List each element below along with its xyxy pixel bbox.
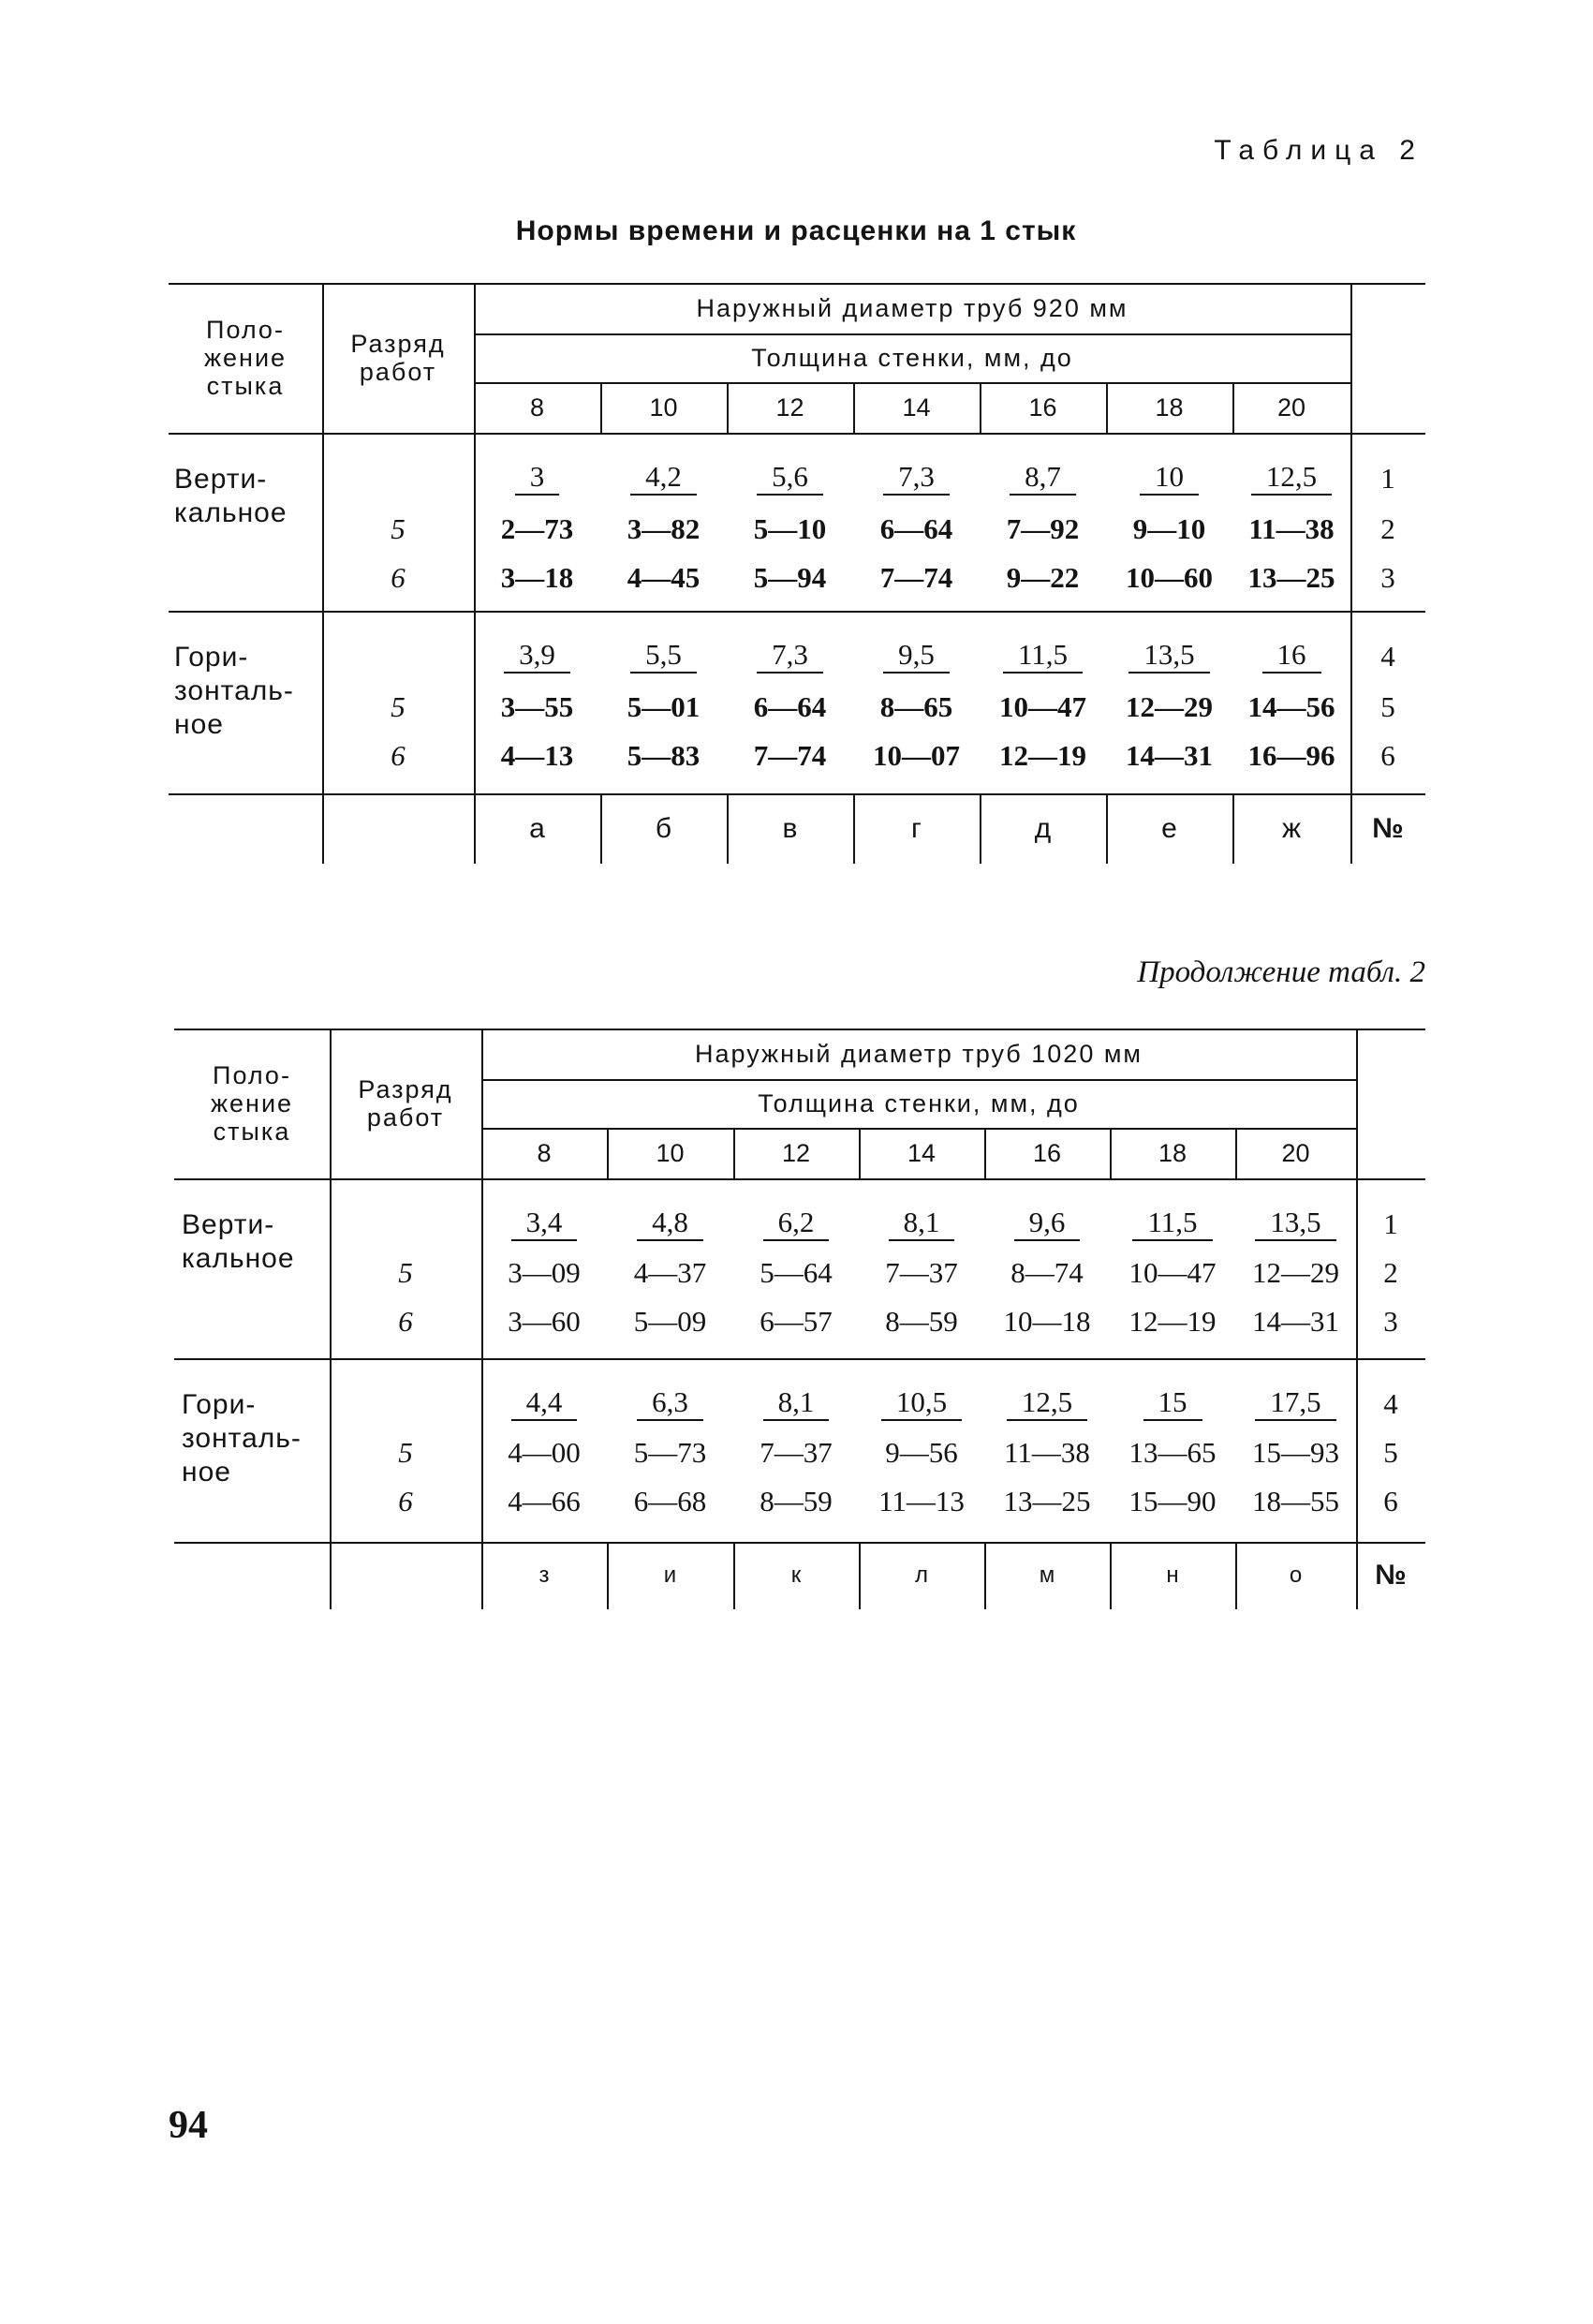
header-thickness-value: 8 [529,392,545,422]
header-thickness-value: 12 [781,1138,811,1167]
time-norm-value [1110,1201,1235,1248]
row-number: 5 [1383,1436,1398,1469]
rate-grade-5: 5—73 [633,1436,707,1469]
time-norm-text: 7,3 [757,640,823,674]
time-norm-value [1235,1201,1356,1248]
rate-grade-5: 4—37 [633,1256,707,1289]
rate-grade-6: 16—96 [1247,739,1335,772]
time-norm-value [1106,633,1232,680]
time-norm-value [980,455,1106,502]
time-norm-text: 16 [1262,640,1321,674]
column-letter: м [1039,1562,1055,1588]
time-norm-text: 9,6 [1014,1207,1081,1241]
time-norm-value [600,455,727,502]
row-position-label: Верти- кальное [182,1209,295,1274]
rate-grade-5: 12—29 [1126,690,1213,723]
rate-grade-5: 11—38 [1004,1436,1090,1469]
rate-grade-6: 11—13 [878,1485,965,1517]
rate-grade-6: 4—66 [508,1485,581,1517]
norms-table-1020 [174,1029,1425,1609]
time-norm-text: 10 [1140,462,1199,496]
time-norm-value [980,633,1106,680]
row-number: 2 [1383,1256,1398,1289]
rate-grade-6: 4—13 [500,739,574,772]
column-letter: з [538,1562,550,1588]
rate-grade-5: 9—56 [885,1436,958,1469]
rate-grade-5: 10—47 [1128,1256,1217,1289]
time-norm-value [481,1201,607,1248]
time-norm-text: 13,5 [1255,1207,1335,1241]
row-number: 3 [1380,561,1395,594]
rate-grade-5: 5—01 [627,690,701,723]
header-thickness-value: 8 [537,1138,552,1167]
header-thickness-value: 16 [1028,392,1057,422]
header-diameter: Наружный диаметр труб 1020 мм [695,1039,1143,1068]
time-norm-value [1232,633,1350,680]
header-wall-thickness: Толщина стенки, мм, до [751,343,1073,372]
number-sign: № [1372,812,1404,844]
time-norm-text: 11,5 [1132,1207,1212,1241]
header-thickness-value: 12 [775,392,804,422]
time-norm-text: 13,5 [1128,640,1209,674]
time-norm-text: 12,5 [1251,462,1332,496]
table-number: Таблица 2 [1214,135,1423,166]
time-norm-text: 4,8 [637,1207,703,1241]
rate-grade-6: 3—60 [508,1305,581,1338]
row-number: 1 [1380,462,1395,495]
time-norm-value [1232,455,1350,502]
rule-line [169,611,1425,613]
time-norm-text: 17,5 [1255,1387,1335,1421]
time-norm-text: 11,5 [1003,640,1083,674]
rate-grade-6: 7—74 [879,561,953,594]
rate-grade-6: 5—09 [633,1305,707,1338]
header-position: Поло- жение стыка [203,315,288,401]
rate-grade-6: 18—55 [1252,1485,1339,1517]
time-norm-text: 8,7 [1010,462,1076,496]
time-norm-value [733,1201,859,1248]
grade-value: 5 [391,512,406,545]
header-grade: Разряд работ [350,329,446,386]
time-norm-text: 4,2 [630,462,697,496]
rate-grade-6: 5—94 [753,561,827,594]
rate-grade-6: 13—25 [1003,1485,1091,1517]
time-norm-text: 10,5 [881,1387,962,1421]
time-norm-value [727,633,853,680]
column-letter: л [914,1562,928,1588]
header-thickness-value: 10 [656,1138,685,1167]
rate-grade-5: 5—64 [760,1256,833,1289]
rule-line [169,433,1425,435]
rate-grade-6: 7—74 [753,739,827,772]
time-norm-value [853,633,980,680]
row-number: 4 [1383,1387,1398,1420]
row-number: 6 [1380,739,1395,772]
rate-grade-6: 10—18 [1003,1305,1091,1338]
time-norm-value [474,633,600,680]
time-norm-value [859,1381,984,1428]
time-norm-value [600,633,727,680]
rate-grade-6: 6—68 [633,1485,707,1517]
rate-grade-5: 8—74 [1010,1256,1084,1289]
row-number: 4 [1380,640,1395,673]
rate-grade-6: 9—22 [1006,561,1080,594]
grade-value: 5 [391,690,406,723]
rate-grade-6: 10—60 [1126,561,1213,594]
header-thickness-value: 20 [1281,1138,1310,1167]
row-number: 3 [1383,1305,1398,1338]
time-norm-value [1110,1381,1235,1428]
rate-grade-5: 3—82 [627,512,701,545]
header-grade: Разряд работ [358,1074,453,1132]
column-letter: н [1166,1562,1179,1588]
grade-value: 6 [391,561,406,594]
rule-line [174,1358,1425,1360]
column-letter: д [1034,812,1052,844]
time-norm-value [607,1381,733,1428]
rate-grade-6: 3—18 [500,561,574,594]
time-norm-text: 5,5 [630,640,697,674]
header-position: Поло- жение стыка [210,1060,294,1147]
time-norm-text: 7,3 [883,462,950,496]
rate-grade-6: 12—19 [1128,1305,1217,1338]
time-norm-value [607,1201,733,1248]
rate-grade-5: 11—38 [1248,512,1335,545]
time-norm-value [853,455,980,502]
column-letter: ж [1281,812,1302,844]
rate-grade-5: 15—93 [1252,1436,1339,1469]
time-norm-text: 15 [1143,1387,1202,1421]
header-thickness-value: 16 [1032,1138,1062,1167]
rate-grade-6: 14—31 [1126,739,1213,772]
column-letter: е [1161,812,1177,844]
header-thickness-value: 18 [1158,1138,1187,1167]
rate-grade-5: 9—10 [1132,512,1206,545]
rate-grade-5: 7—37 [885,1256,958,1289]
rate-grade-6: 4—45 [627,561,701,594]
row-number: 6 [1383,1485,1398,1517]
rate-grade-5: 3—55 [500,690,574,723]
rate-grade-6: 13—25 [1247,561,1335,594]
time-norm-text: 4,4 [511,1387,578,1421]
time-norm-value [733,1381,859,1428]
rate-grade-5: 7—92 [1006,512,1080,545]
time-norm-text: 3,4 [511,1207,578,1241]
time-norm-text: 8,1 [889,1207,955,1241]
column-letter: в [782,812,798,844]
rate-grade-6: 14—31 [1252,1305,1339,1338]
time-norm-text: 9,5 [883,640,950,674]
column-letter: г [911,812,922,844]
rate-grade-5: 6—64 [753,690,827,723]
header-thickness-value: 14 [907,1138,937,1167]
time-norm-value [984,1381,1110,1428]
time-norm-text: 6,3 [637,1387,703,1421]
rate-grade-6: 5—83 [627,739,701,772]
number-sign: № [1375,1560,1407,1591]
header-thickness-value: 18 [1155,392,1184,422]
header-thickness-value: 20 [1276,392,1306,422]
row-number: 5 [1380,690,1395,723]
rate-grade-5: 5—10 [753,512,827,545]
rate-grade-6: 8—59 [885,1305,958,1338]
row-number: 1 [1383,1207,1398,1240]
rate-grade-5: 7—37 [760,1436,833,1469]
column-letter: б [655,812,672,844]
time-norm-value [984,1201,1110,1248]
grade-value: 6 [398,1485,413,1517]
time-norm-value [859,1201,984,1248]
rate-grade-6: 6—57 [760,1305,833,1338]
rate-grade-5: 14—56 [1247,690,1335,723]
norms-table-920 [169,283,1425,864]
grade-value: 5 [398,1436,413,1469]
time-norm-text: 8,1 [763,1387,830,1421]
row-position-label: Гори- зонталь- ное [182,1389,302,1488]
header-diameter: Наружный диаметр труб 920 мм [696,293,1128,322]
rate-grade-5: 13—65 [1128,1436,1217,1469]
time-norm-value [1235,1381,1356,1428]
header-thickness-value: 14 [902,392,931,422]
column-letter: и [663,1562,677,1588]
time-norm-value [481,1381,607,1428]
rate-grade-5: 2—73 [500,512,574,545]
column-letter: а [529,812,545,844]
rule-line [174,1178,1425,1180]
grade-value: 5 [398,1256,413,1289]
time-norm-value [1106,455,1232,502]
rate-grade-6: 8—59 [760,1485,833,1517]
rate-grade-5: 3—09 [508,1256,581,1289]
column-letter: о [1289,1562,1303,1588]
time-norm-text: 12,5 [1007,1387,1087,1421]
grade-value: 6 [391,739,406,772]
time-norm-text: 3,9 [504,640,570,674]
page-number: 94 [169,2104,208,2147]
column-letter: к [790,1562,802,1588]
rate-grade-6: 12—19 [999,739,1086,772]
table-title: Нормы времени и расценки на 1 стык [515,215,1077,246]
row-position-label: Верти- кальное [174,464,288,528]
rate-grade-5: 12—29 [1252,1256,1339,1289]
time-norm-text: 3 [515,462,560,496]
rate-grade-5: 10—47 [999,690,1086,723]
row-number: 2 [1380,512,1395,545]
continuation-caption: Продолжение табл. 2 [1137,955,1425,989]
rate-grade-6: 10—07 [873,739,960,772]
header-thickness-value: 10 [649,392,678,422]
time-norm-value [727,455,853,502]
rate-grade-5: 4—00 [508,1436,581,1469]
time-norm-text: 5,6 [757,462,823,496]
row-position-label: Гори- зонталь- ное [174,642,294,740]
rate-grade-5: 6—64 [879,512,953,545]
grade-value: 6 [398,1305,413,1338]
rate-grade-5: 8—65 [879,690,953,723]
time-norm-text: 6,2 [763,1207,830,1241]
header-wall-thickness: Толщина стенки, мм, до [758,1088,1080,1118]
rate-grade-6: 15—90 [1128,1485,1217,1517]
time-norm-value [474,455,600,502]
